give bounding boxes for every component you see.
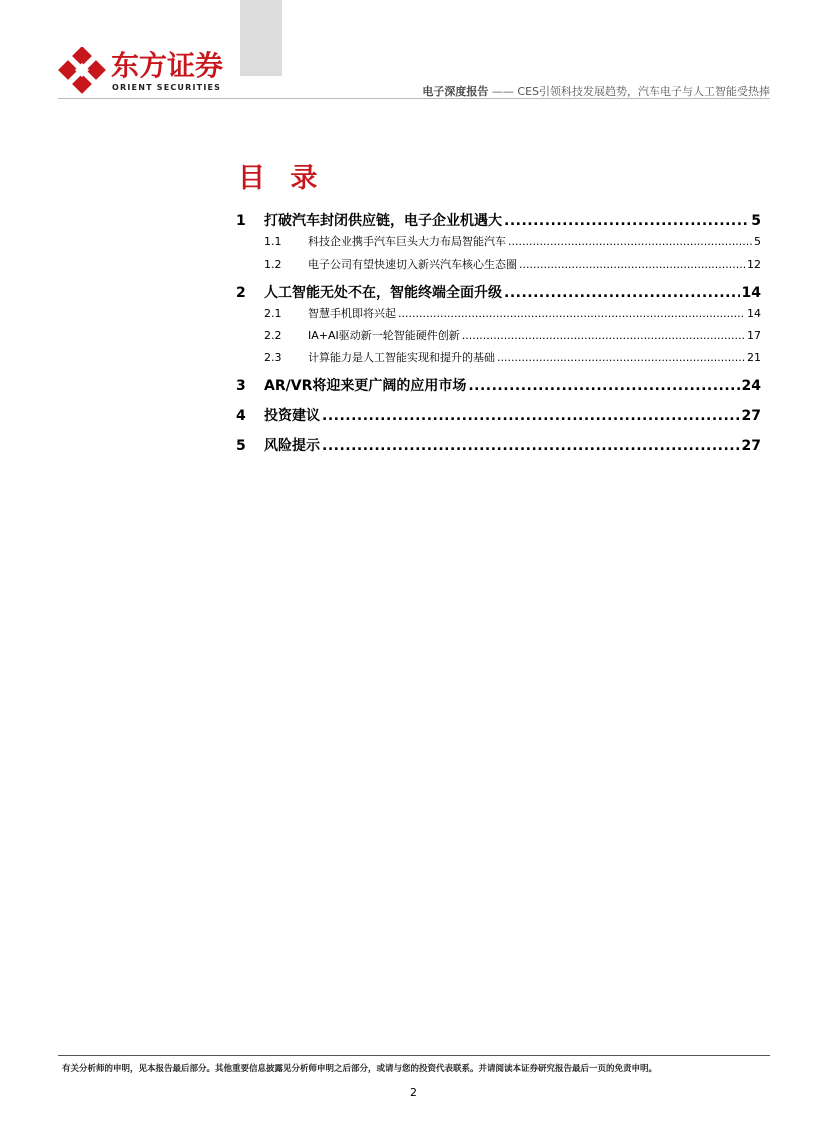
header-divider xyxy=(58,98,770,99)
toc-entry-3[interactable] xyxy=(236,376,761,396)
toc-entry-number: 3 xyxy=(236,378,246,394)
dot-leader xyxy=(468,376,739,396)
toc-entry-page: 14 xyxy=(741,285,761,301)
toc-entry-page: 27 xyxy=(741,408,761,424)
toc-entry-text: 计算能力是人工智能实现和提升的基础 xyxy=(308,351,495,364)
report-header xyxy=(422,83,770,99)
orient-logo-icon xyxy=(58,47,108,97)
dot-leader xyxy=(508,232,752,252)
toc-entry-number: 1.1 xyxy=(264,235,282,248)
toc-entry-number: 1.2 xyxy=(264,258,282,271)
toc-entry-page: 27 xyxy=(741,438,761,454)
toc-entry-number: 4 xyxy=(236,408,246,424)
toc-entry-1-2[interactable] xyxy=(236,255,761,275)
toc-entry-2-1[interactable] xyxy=(236,304,761,324)
report-type: 电子深度报告 xyxy=(422,85,489,98)
company-logo xyxy=(58,47,228,97)
toc-entry-text: 投资建议 xyxy=(264,408,320,424)
toc-entry-4[interactable] xyxy=(236,406,761,426)
logo-chinese-name: 东方证券 xyxy=(111,49,224,82)
toc-entry-page: 24 xyxy=(741,378,761,394)
page-number: 2 xyxy=(410,1086,417,1099)
toc-entry-5[interactable] xyxy=(236,436,761,456)
toc-entry-1-1[interactable] xyxy=(236,232,761,252)
dot-leader xyxy=(398,304,745,324)
dot-leader xyxy=(322,406,740,426)
toc-entry-page: 21 xyxy=(747,351,761,364)
footer-divider xyxy=(58,1055,770,1056)
toc-entry-text: 人工智能无处不在，智能终端全面升级 xyxy=(264,285,502,301)
header-decor-tab xyxy=(240,0,282,76)
toc-entry-number: 5 xyxy=(236,438,246,454)
toc-entry-text: 科技企业携手汽车巨头大力布局智能汽车 xyxy=(308,235,506,248)
toc-entry-number: 1 xyxy=(236,213,246,229)
table-of-contents xyxy=(236,211,761,456)
toc-entry-page: 5 xyxy=(754,235,761,248)
toc-entry-text: 风险提示 xyxy=(264,438,320,454)
dot-leader xyxy=(519,255,745,275)
toc-entry-text: AR/VR将迎来更广阔的应用市场 xyxy=(264,378,467,394)
toc-entry-number: 2.3 xyxy=(264,351,282,364)
logo-english-name: ORIENT SECURITIES xyxy=(112,83,222,92)
toc-entry-text: IA+AI驱动新一轮智能硬件创新 xyxy=(308,329,460,342)
toc-entry-text: 电子公司有望快速切入新兴汽车核心生态圈 xyxy=(308,258,517,271)
toc-title: 目 录 xyxy=(238,163,326,194)
dot-leader xyxy=(497,348,745,368)
toc-entry-number: 2 xyxy=(236,285,246,301)
toc-entry-number: 2.1 xyxy=(264,307,282,320)
toc-entry-2-3[interactable] xyxy=(236,348,761,368)
toc-entry-page: 14 xyxy=(747,307,761,320)
dot-leader xyxy=(504,211,749,231)
toc-entry-2-2[interactable] xyxy=(236,326,761,346)
toc-entry-2[interactable] xyxy=(236,283,761,303)
dot-leader xyxy=(504,283,740,303)
toc-entry-page: 17 xyxy=(747,329,761,342)
toc-entry-text: 智慧手机即将兴起 xyxy=(308,307,396,320)
toc-entry-1[interactable] xyxy=(236,211,761,231)
toc-entry-text: 打破汽车封闭供应链，电子企业机遇大 xyxy=(264,213,502,229)
dot-leader xyxy=(462,326,745,346)
dot-leader xyxy=(322,436,740,456)
toc-entry-page: 12 xyxy=(747,258,761,271)
toc-entry-number: 2.2 xyxy=(264,329,282,342)
footer-disclaimer: 有关分析师的申明，见本报告最后部分。其他重要信息披露见分析师申明之后部分，或请与您的投资代表联系。并请阅读本证券研究报告最后一页的免责申明。 xyxy=(62,1064,658,1074)
toc-entry-page: 5 xyxy=(751,213,761,229)
report-subtitle: —— CES引领科技发展趋势，汽车电子与人工智能受热捧 xyxy=(488,85,770,98)
